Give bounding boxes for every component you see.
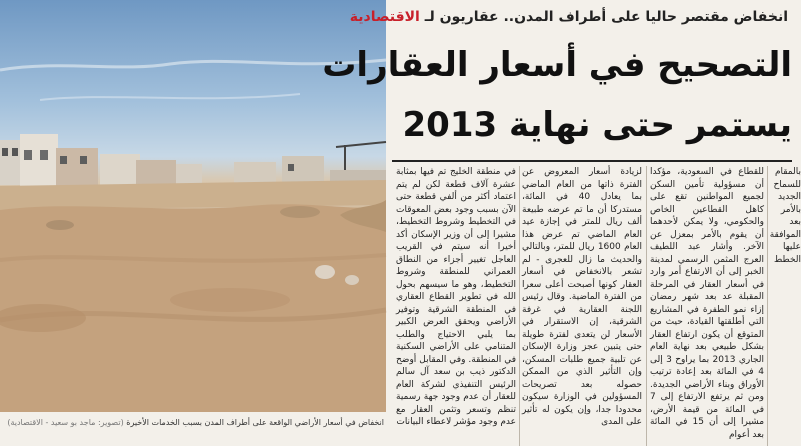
headline-kicker xyxy=(349,2,788,32)
kicker-text: انخفاض مقتصر حاليا على أطراف المدن.. عقاريون لـ xyxy=(424,9,788,25)
caption-text: انخفاض في أسعار الأراضي الواقعة على أطراف المدن بسبب الخدمات الأخيرة xyxy=(126,418,384,427)
article-column-2: للقطاع في السعودية، مؤكدا أن مسؤولية تأمين السكن لجميع المواطنين تقع على كاهل القطاعين الخاص والحكومي، ولا يمكن لأحدهما أن يقوم بالأمر بمعزل عن الآخر. وأشار عبد اللطيف العرج المثمن الرسمي لمدينة الخبر إلى أن الارتفاع أمر وارد في أسعار العقار في المرحلة المقبلة عد بعد شهر رمضان إزاء نمو الطفرة في المشاريع التي أطلقتها القيادة، حيث من المتوقع أن يكون ارتفاع العقار بشكل طبيعي بعد نهاية العام الجاري 2013 بما يراوح 3 إلى 4 في المائة بعد إعادة ترتيب الأوراق وبناء الأراضي الجديدة. ومن ثم يرتفع الارتفاع إلى 7 في المائة من قيمة الأرض، مشيرا إلى أن 15 في المائة بعد أعوام xyxy=(650,167,765,440)
article-column-4: في منطقة الخليج تم فيها بمثابة عشرة آلاف قطعة لكن لم يتم اعتماد أكثر من ألفي قطعة حتى الآن بسبب وجود بعض المعوقات في التخطيط وشروط التخطيط، مشيرا إلى أن وزير الإسكان أكد أخيرا أنه سيتم في القريب العاجل تغيير أجزاء من النطاق العمراني للمنطقة وشروط التخطيط، وهو ما سيسهم بحول الله في تطوير القطاع العقاري في المنطقة الشرقية وتوفير الأراضي ويحقق العرض الكبير بما يلبي الاحتياج والطلب المتنامي على الأراضي السكنية في المنطقة. وفي المقابل أوضح الدكتور ذيب بن سعد آل سالم الرئيس التنفيذي لشركة العام للعقار أن عدم وجود جهة رسمية تنظم وتسعر وتثمن العقار مع عدم وجود مؤشر لاعطاء البيانات xyxy=(396,167,516,427)
newspaper-brand: الاقتصادية xyxy=(349,9,420,25)
column-divider xyxy=(519,166,520,446)
photo-caption xyxy=(0,412,386,434)
column-divider xyxy=(767,166,768,446)
headline-line-1: التصحيح في أسعار العقارات xyxy=(322,45,792,85)
photo-credit: (تصوير: ماجد بو سعيد - الاقتصادية) xyxy=(7,418,124,427)
article-column-1: بالمقام للسماح الجديد بالأمر بعد الموافقة عليها الخطط xyxy=(769,167,801,265)
column-divider xyxy=(646,166,647,446)
headline-line-2: يستمر حتى نهاية 2013 xyxy=(402,105,792,145)
headline-rule xyxy=(392,160,792,162)
article-column-3: لزيادة أسعار المعروض عن الفترة ذاتها من العام الماضي بما يعادل 40 في المائة، مستدركا أن ما تم عرضه طبيعة ألف ريال للمتر في إجازة عيد العام الماضي تم عرض هذا العام 1600 ريال للمتر، وبالتالي والحديث ما زال للعجرى - لم تشعر بالانخفاض في أسعار العقار كونها أصبحت أعلى سعرا من الفترة الماضية. وقال رئيس اللجنة العقارية في غرفة الشرقية، إن الاستقرار في الأسعار لن يتعدى لفترة طويلة حتى يتبين عجز وزارة الإسكان عن تلبية جميع طلبات المسكن، وإن التأثير الذي من الممكن حصوله بعد تصريحات المسؤولين في الوزارة سيكون محدودا جدا، وإن يكون له تأثير على المدى xyxy=(522,167,642,427)
